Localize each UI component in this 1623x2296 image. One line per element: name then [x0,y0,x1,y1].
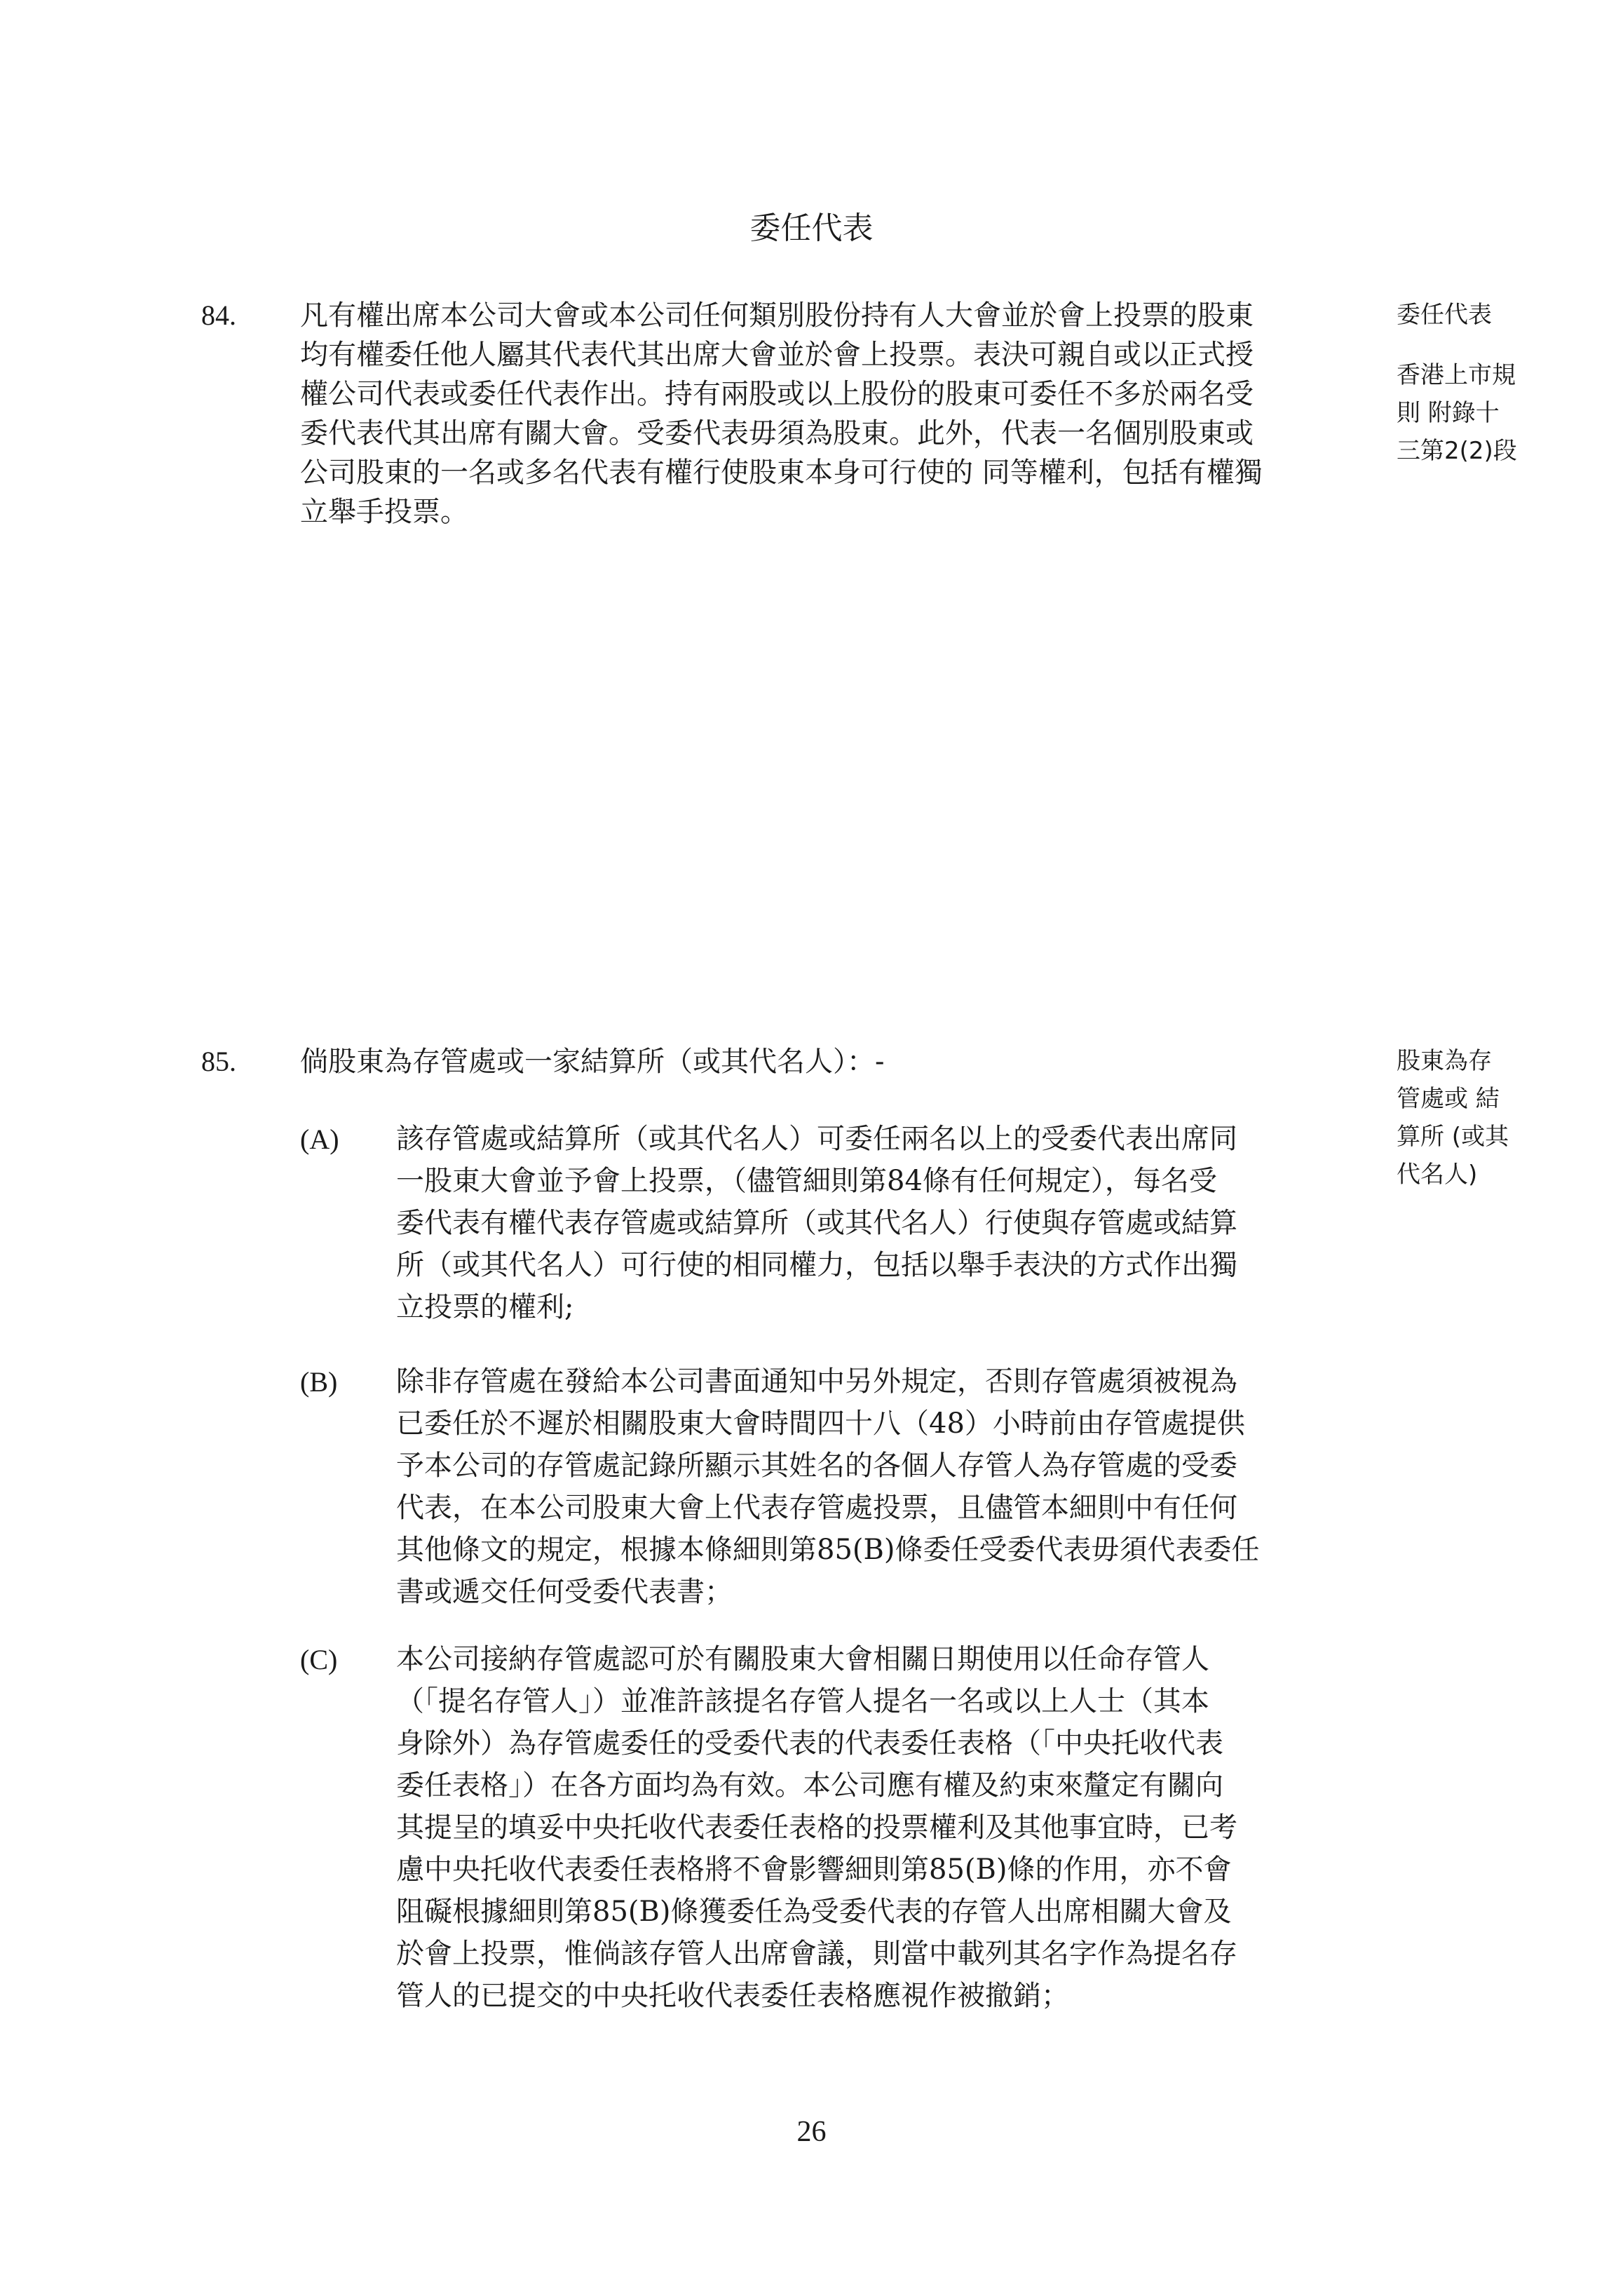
clause-84-text [300,296,1338,532]
item-c-line: 阻礙根據細則第85(B)條獲委任為受委代表的存管人出席相關大會及 [396,1896,1232,1928]
item-c-line: 其提呈的填妥中央托收代表委任表格的投票權利及其他事宜時，已考 [396,1811,1237,1844]
item-b-line: 除非存管處在發給本公司書面通知中另外規定，否則存管處須被視為 [396,1365,1237,1398]
clause-84-number: 84. [201,299,236,331]
item-b-line: 已委任於不遲於相關股東大會時間四十八（48）小時前由存管處提供 [396,1407,1245,1440]
margin-ref-line: 三第2(2)段 [1397,437,1517,465]
margin-note-line: 算所 (或其 [1397,1123,1509,1151]
item-b-label: (B) [300,1366,338,1398]
clause-85-margin-note [1397,1042,1544,1194]
item-c-line: 管人的已提交的中央托收代表委任表格應視作被撤銷； [396,1980,1069,2012]
item-b-line: 其他條文的規定，根據本條細則第85(B)條委任受委代表毋須代表委任 [396,1534,1260,1566]
item-b-line: 予本公司的存管處記錄所顯示其姓名的各個人存管人為存管處的受委 [396,1450,1237,1482]
item-a-line: 所（或其代名人）可行使的相同權力，包括以舉手表決的方式作出獨 [396,1249,1237,1281]
item-a-line: 立投票的權利; [396,1291,574,1323]
clause-84-line: 凡有權出席本公司大會或本公司任何類別股份持有人大會並於會上投票的股東 [300,299,1254,332]
page-number: 26 [796,2116,827,2148]
item-c-line: （「提名存管人」）並准許該提名存管人提名一名或以上人士（其本 [396,1685,1209,1717]
item-c-line: 慮中央托收代表委任表格將不會影響細則第85(B)條的作用，亦不會 [396,1853,1232,1886]
clause-85-intro [300,1042,1338,1081]
clause-85-intro-line: 倘股東為存管處或一家結算所（或其代名人）：- [300,1046,885,1078]
clause-84-line: 委代表代其出席有關大會。受委代表毋須為股東。此外，代表一名個別股東或 [300,417,1254,450]
item-a-label: (A) [300,1123,339,1155]
item-c-label: (C) [300,1644,338,1675]
item-c-line: 身除外）為存管處委任的受委代表的代表委任表格（「中央托收代表 [396,1727,1223,1760]
margin-note-line: 代名人) [1397,1161,1478,1189]
margin-ref-line: 香港上市規 [1397,361,1516,389]
clause-84-line: 公司股東的一名或多名代表有權行使股東本身可行使的 同等權利，包括有權獨 [300,457,1263,489]
item-a-line: 委代表有權代表存管處或結算所（或其代名人）行使與存管處或結算 [396,1207,1237,1239]
item-a-line: 該存管處或結算所（或其代名人）可委任兩名以上的受委代表出席同 [396,1123,1237,1155]
item-b-text [396,1360,1339,1613]
item-c-text [396,1638,1339,2017]
clause-85-number: 85. [201,1046,236,1077]
item-c-line: 本公司接納存管處認可於有關股東大會相關日期使用以任命存管人 [396,1643,1209,1675]
margin-note-line: 股東為存 [1397,1047,1492,1075]
item-b-line: 書或遞交任何受委代表書； [396,1576,733,1608]
clause-84-line: 權公司代表或委任代表作出。持有兩股或以上股份的股東可委任不多於兩名受 [300,378,1254,410]
clause-84-margin-reference [1397,356,1544,470]
margin-ref-line: 則 附錄十 [1397,399,1500,427]
margin-note-line: 管處或 結 [1397,1085,1500,1113]
clause-84-line: 立舉手投票。 [300,496,468,528]
item-c-line: 於會上投票，惟倘該存管人出席會議，則當中載列其名字作為提名存 [396,1938,1237,1970]
item-c-line: 委任表格」）在各方面均為有效。本公司應有權及約束來釐定有關向 [396,1769,1223,1802]
item-b-line: 代表，在本公司股東大會上代表存管處投票，且儘管本細則中有任何 [396,1492,1237,1524]
item-a-line: 一股東大會並予會上投票，（儘管細則第84條有任何規定），每名受 [396,1165,1217,1197]
item-a-text [396,1118,1339,1328]
clause-84-line: 均有權委任他人屬其代表代其出席大會並於會上投票。表決可親自或以正式授 [300,339,1254,371]
clause-84-margin-title: 委任代表 [1397,301,1492,329]
section-heading: 委任代表 [749,210,874,246]
